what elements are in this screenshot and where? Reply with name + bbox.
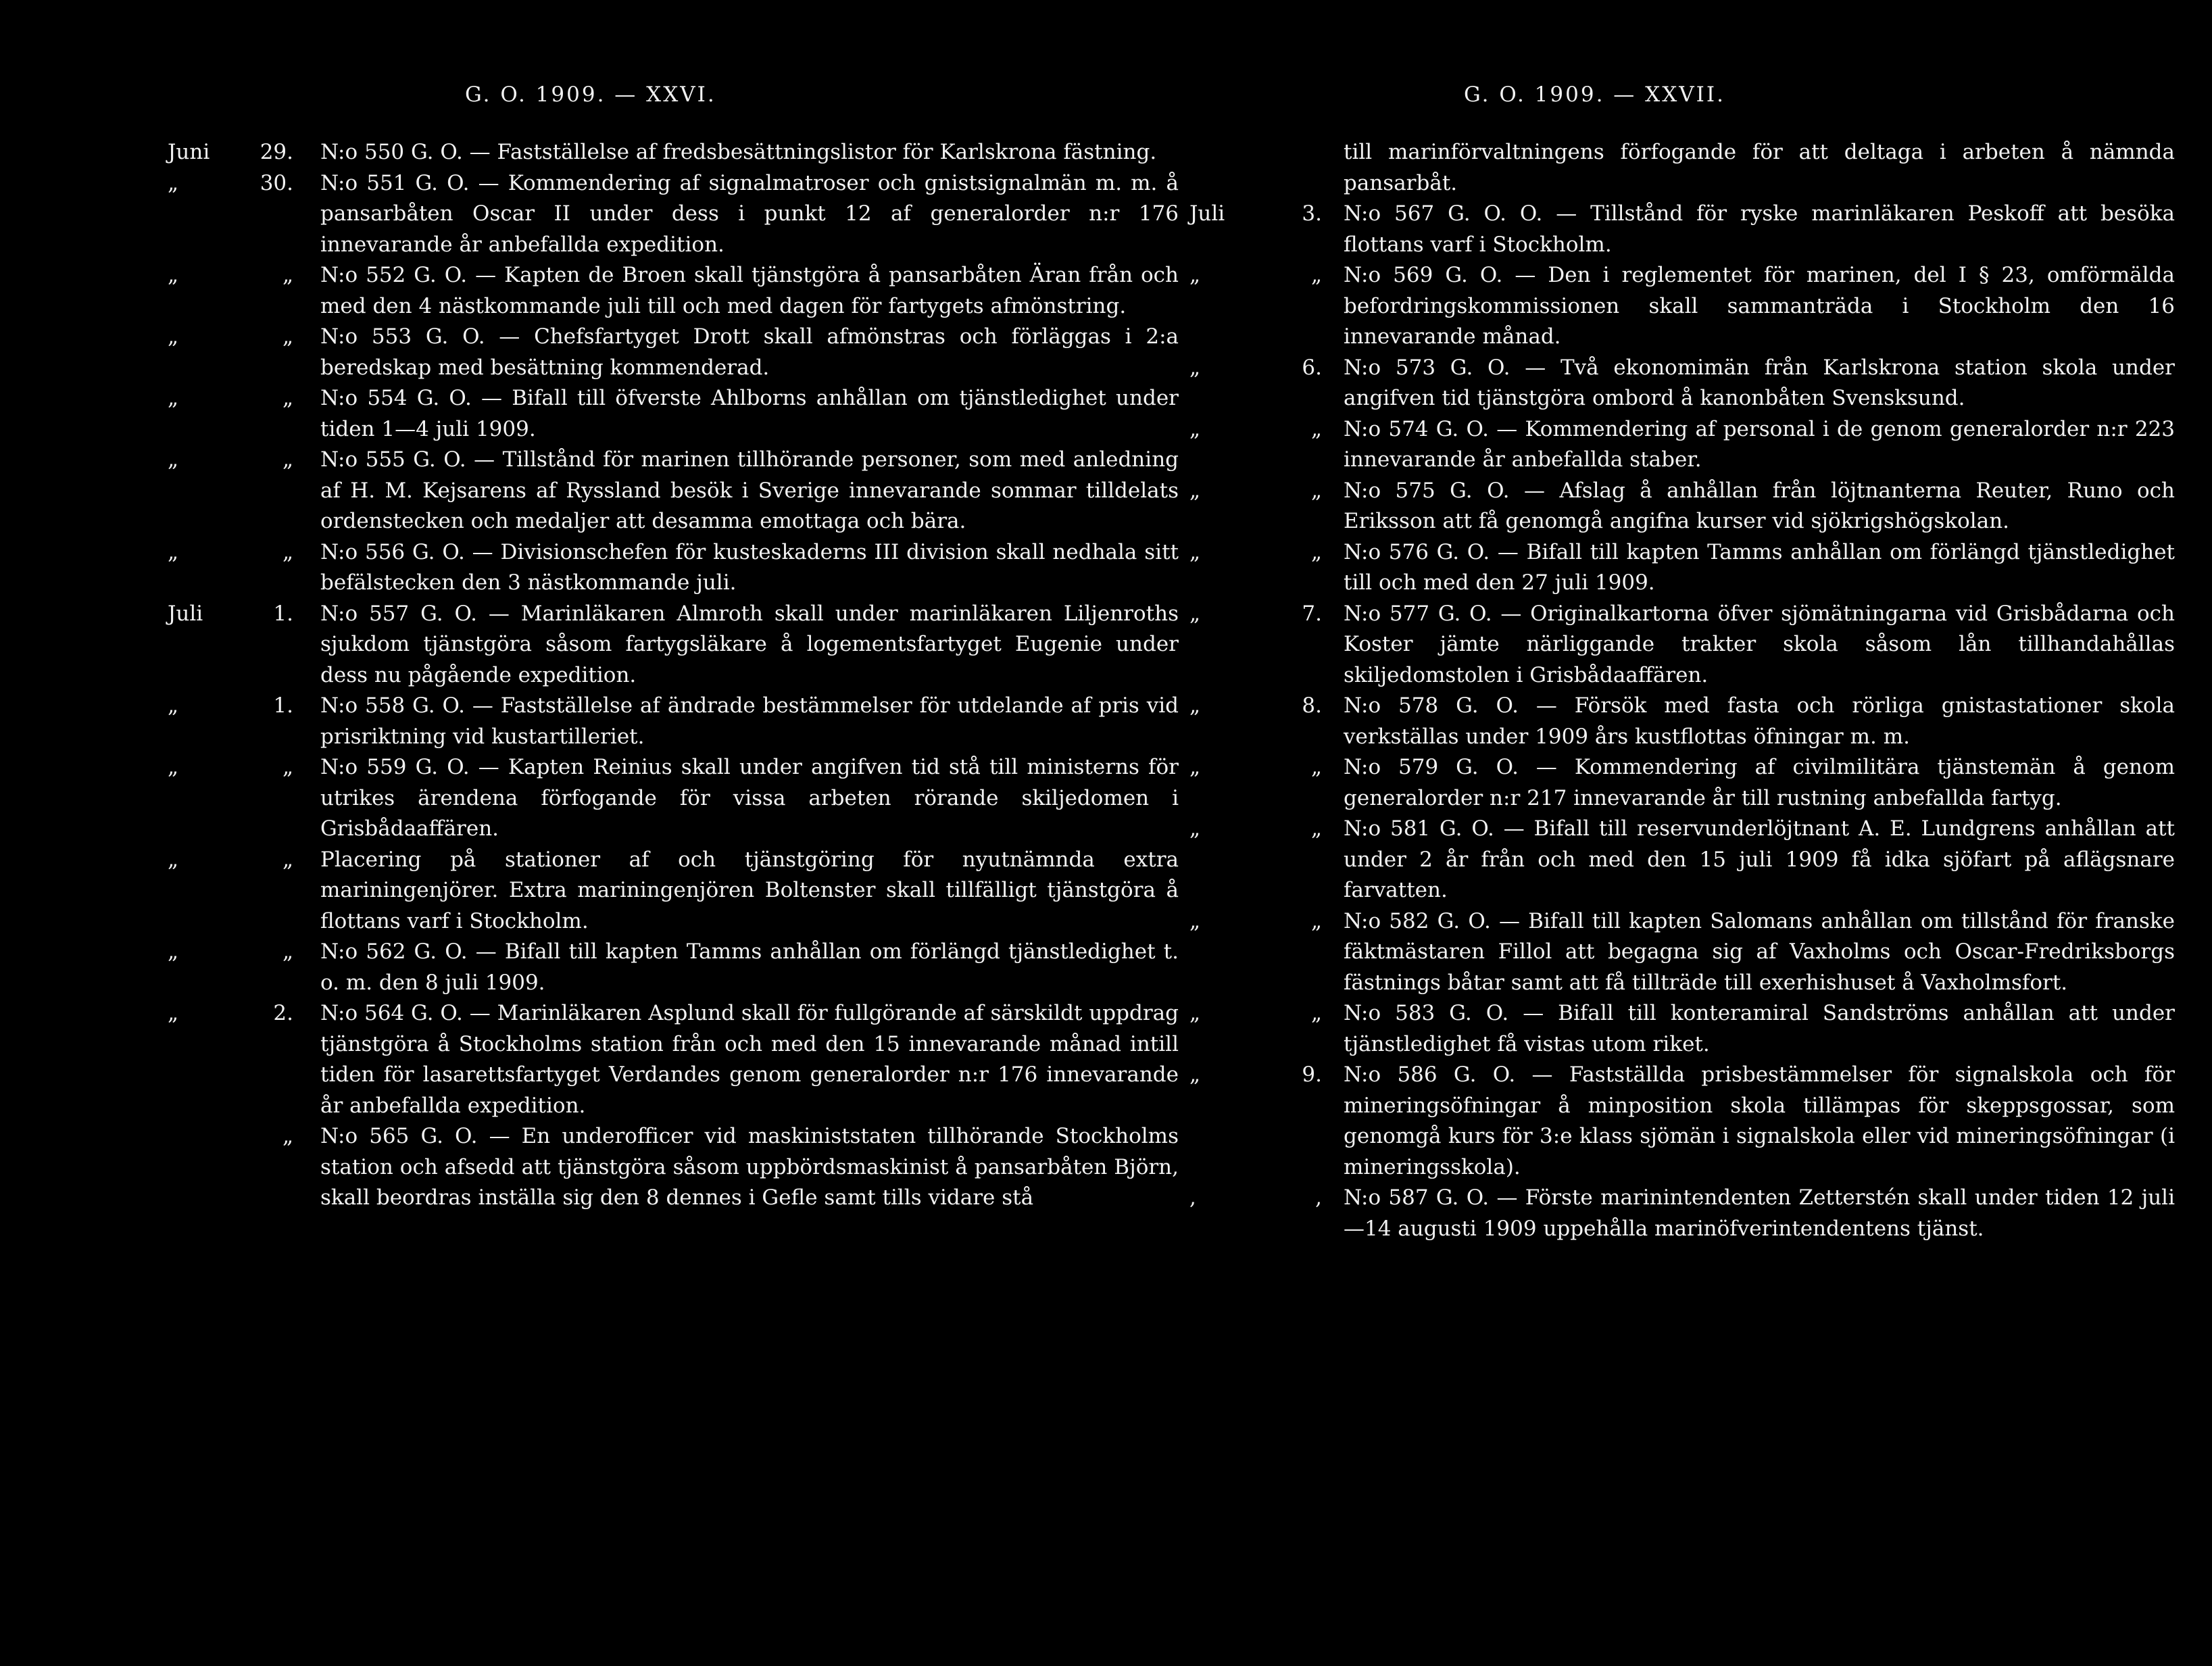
entry-day: 1. (273, 693, 293, 718)
entry-day: „ (1310, 539, 1322, 564)
entry-day: „ (282, 847, 293, 872)
entry-text: N:o 559 G. O. — Kapten Reinius skall under angifven tid stå till ministerns för utrikes ärendena förfogande för vissa arbeten rörande skiljedomen i Grisbådaaffären. (320, 755, 1179, 841)
left-entry (168, 445, 1179, 537)
entry-day: „ (282, 386, 293, 410)
right-entry (1106, 752, 2175, 814)
right-entry (1106, 691, 2175, 752)
entry-text: N:o 564 G. O. — Marinläkaren Asplund skall för fullgörande af särskildt uppdrag tjänstgöra å Stockholms station från och med den 15 innevarande månad intill tiden för lasarettsfartyget Verdandes genom generalorder n:r 176 innevarande år anbefallda expedition. (320, 1001, 1179, 1118)
entry-text: N:o 576 G. O. — Bifall till kapten Tamms anhållan om förlängd tjänstledighet till och med den 27 juli 1909. (1344, 539, 2175, 595)
entry-month: „ (1189, 755, 1201, 779)
entry-month: „ (1189, 539, 1201, 564)
left-entry (168, 1121, 1179, 1214)
entry-day: „ (1310, 1001, 1322, 1025)
entry-text: N:o 569 G. O. — Den i reglementet för marinen, del I § 23, omförmälda befordringskommissionen skall sammanträda i Stockholm den 16 innevarande månad. (1344, 263, 2175, 349)
entry-month: „ (168, 170, 179, 195)
entry-day: 8. (1302, 693, 1322, 718)
entry-day: „ (282, 1124, 293, 1148)
entry-day: „ (282, 324, 293, 349)
entry-text: N:o 587 G. O. — Förste marinintendenten Zetterstén skall under tiden 12 juli—14 augusti 1909 uppehålla marinöfverintendentens tjänst. (1344, 1185, 2175, 1241)
right-entry (1106, 414, 2175, 476)
left-entry (168, 168, 1179, 261)
entry-month: „ (1189, 693, 1201, 718)
left-entry (168, 260, 1179, 322)
entry-text: N:o 565 G. O. — En underofficer vid maskiniststaten tillhörande Stockholms station och afsedd att tjänstgöra såsom uppbördsmaskinist å pansarbåten Björn, skall beordras inställa sig den 8 dennes i Gefle samt tills vidare stå (320, 1124, 1179, 1210)
entry-day: 1. (273, 601, 293, 626)
entry-text: N:o 556 G. O. — Divisionschefen för kusteskaderns III division skall nedhala sitt befälstecken den 3 nästkommande juli. (320, 539, 1179, 595)
entry-text: N:o 586 G. O. — Fastställda prisbestämmelser för signalskola och för mineringsöfningar å minposition skola tillämpas för skeppsgossar, som genomgå kurs för 3:e klass sjömän i signalskola eller vid mineringsöfningar (i mineringsskola). (1344, 1062, 2175, 1179)
entry-month: Juni (168, 140, 210, 164)
right-entry (1106, 537, 2175, 599)
entry-month: „ (168, 324, 179, 349)
left-entry (168, 998, 1179, 1121)
entry-day: 3. (1302, 201, 1322, 226)
left-entry (168, 937, 1179, 998)
entry-text: N:o 577 G. O. — Originalkartorna öfver sjömätningarna vid Grisbådarna och Koster jämte närliggande trakter skola såsom lån tillhandahållas skiljedomstolen i Grisbådaaffären. (1344, 601, 2175, 687)
right-page-header: G. O. 1909. — XXVII. (1464, 82, 1725, 107)
entry-text: N:o 550 G. O. — Fastställelse af fredsbesättningslistor för Karlskrona fästning. (320, 140, 1157, 164)
entry-month: „ (1189, 416, 1201, 441)
right-entry (1106, 476, 2175, 537)
entry-text: N:o 552 G. O. — Kapten de Broen skall tjänstgöra å pansarbåten Äran från och med den 4 nästkommande juli till och med dagen för fartygets afmönstring. (320, 263, 1179, 318)
right-entry (1106, 199, 2175, 260)
right-entry (1106, 353, 2175, 414)
right-entry (1106, 1060, 2175, 1183)
right-page (1106, 0, 2212, 1666)
entry-day: , (1315, 1185, 1322, 1210)
entry-month: „ (168, 386, 179, 410)
left-entry-list (168, 137, 1179, 1214)
left-entry (168, 599, 1179, 691)
entry-text: N:o 554 G. O. — Bifall till öfverste Ahlborns anhållan om tjänstledighet under tiden 1—4 juli 1909. (320, 386, 1179, 441)
entry-text: N:o 581 G. O. — Bifall till reservunderlöjtnant A. E. Lundgrens anhållan att under 2 år från och med den 15 juli 1909 få idka sjöfart på aflägsnare farvatten. (1344, 816, 2175, 902)
entry-day: „ (282, 447, 293, 472)
entry-month: „ (1189, 478, 1201, 503)
entry-day: 9. (1302, 1062, 1322, 1087)
entry-text: till marinförvaltningens förfogande för att deltaga i arbeten å nämnda pansarbåt. (1344, 140, 2175, 195)
entry-text: N:o 583 G. O. — Bifall till konteramiral Sandströms anhållan att under tjänstledighet få vistas utom riket. (1344, 1001, 2175, 1056)
entry-month: Juli (168, 601, 203, 626)
right-entry-list (1106, 137, 2175, 1244)
left-page-header: G. O. 1909. — XXVI. (465, 82, 716, 107)
left-entry (168, 752, 1179, 845)
entry-day: „ (282, 755, 293, 779)
entry-day: 30. (260, 170, 293, 195)
left-entry (168, 137, 1179, 168)
entry-text: N:o 575 G. O. — Afslag å anhållan från löjtnanterna Reuter, Runo och Eriksson att få genomgå angifna kurser vid sjökrigshögskolan. (1344, 478, 2175, 533)
right-entry (1106, 599, 2175, 691)
right-entry (1106, 906, 2175, 999)
entry-text: N:o 567 G. O. O. — Tillstånd för ryske marinläkaren Peskoff att besöka flottans varf i Stockholm. (1344, 201, 2175, 257)
entry-text: N:o 573 G. O. — Två ekonomimän från Karlskrona station skola under angifven tid tjänstgöra ombord å kanonbåten Svensksund. (1344, 355, 2175, 410)
entry-text: N:o 558 G. O. — Fastställelse af ändrade bestämmelser för utdelande af pris vid prisriktning vid kustartilleriet. (320, 693, 1179, 749)
entry-day: „ (1310, 755, 1322, 779)
entry-text: N:o 578 G. O. — Försök med fasta och rörliga gnistastationer skola verkställas under 1909 års kustflottas öfningar m. m. (1344, 693, 2175, 749)
entry-text: N:o 582 G. O. — Bifall till kapten Salomans anhållan om tillstånd för franske fäktmästaren Fillol att begagna sig af Vaxholms och Oscar-Fredriksborgs fästnings båtar samt att få tillträde till exerhishuset å Vaxholmsfort. (1344, 908, 2175, 995)
entry-day: „ (1310, 908, 1322, 933)
entry-month: „ (168, 447, 179, 472)
entry-text: Placering på stationer af och tjänstgöring för nyutnämnda extra mariningenjörer. Extra mariningenjören Boltenster skall tillfälligt tjänstgöra å flottans varf i Stockholm. (320, 847, 1179, 933)
entry-month: „ (168, 1001, 179, 1025)
right-entry (1106, 998, 2175, 1060)
entry-text: N:o 562 G. O. — Bifall till kapten Tamms anhållan om förlängd tjänstledighet t. o. m. den 8 juli 1909. (320, 939, 1179, 995)
entry-month: „ (168, 539, 179, 564)
entry-day: „ (1310, 263, 1322, 287)
right-entry (1106, 814, 2175, 906)
right-entry (1106, 1183, 2175, 1244)
left-entry (168, 322, 1179, 383)
entry-day: 7. (1302, 601, 1322, 626)
right-entry (1106, 260, 2175, 353)
entry-text: N:o 579 G. O. — Kommendering af civilmilitära tjänstemän å genom generalorder n:r 217 innevarande år till rustning anbefallda fartyg. (1344, 755, 2175, 810)
entry-day: „ (282, 539, 293, 564)
left-entry (168, 383, 1179, 445)
entry-day: „ (1310, 478, 1322, 503)
right-entry (1106, 137, 2175, 199)
entry-text: N:o 551 G. O. — Kommendering af signalmatroser och gnistsignalmän m. m. å pansarbåten Oscar II under dess i punkt 12 af generalorder n:r 176 innevarande år anbefallda expedition. (320, 170, 1179, 257)
entry-month: „ (168, 693, 179, 718)
left-entry (168, 691, 1179, 752)
left-entry (168, 845, 1179, 937)
entry-month: „ (168, 263, 179, 287)
entry-day: „ (1310, 816, 1322, 841)
entry-month: „ (1189, 816, 1201, 841)
left-entry (168, 537, 1179, 599)
entry-month: „ (1189, 1062, 1201, 1087)
entry-day: 29. (260, 140, 293, 164)
entry-text: N:o 553 G. O. — Chefsfartyget Drott skall afmönstras och förläggas i 2:a beredskap med besättning kommenderad. (320, 324, 1179, 380)
entry-month: „ (168, 939, 179, 964)
entry-month: „ (168, 755, 179, 779)
entry-text: N:o 574 G. O. — Kommendering af personal i de genom generalorder n:r 223 innevarande år anbefallda staber. (1344, 416, 2175, 472)
entry-month: „ (1189, 908, 1201, 933)
entry-month: „ (1189, 1001, 1201, 1025)
entry-text: N:o 557 G. O. — Marinläkaren Almroth skall under marinläkaren Liljenroths sjukdom tjänstgöra såsom fartygsläkare å logementsfartyget Eugenie under dess nu pågående expedition. (320, 601, 1179, 687)
entry-day: 2. (273, 1001, 293, 1025)
entry-day: 6. (1302, 355, 1322, 380)
entry-day: „ (1310, 416, 1322, 441)
entry-text: N:o 555 G. O. — Tillstånd för marinen tillhörande personer, som med anledning af H. M. Kejsarens af Ryssland besök i Sverige innevarande sommar tilldelats ordenstecken och medaljer att desamma emottaga och bära. (320, 447, 1179, 533)
entry-month: „ (168, 847, 179, 872)
entry-month: , (1189, 1185, 1196, 1210)
entry-month: Juli (1189, 201, 1225, 226)
entry-day: „ (282, 939, 293, 964)
entry-month: „ (1189, 601, 1201, 626)
entry-month: „ (1189, 263, 1201, 287)
entry-month: „ (1189, 355, 1201, 380)
entry-day: „ (282, 263, 293, 287)
